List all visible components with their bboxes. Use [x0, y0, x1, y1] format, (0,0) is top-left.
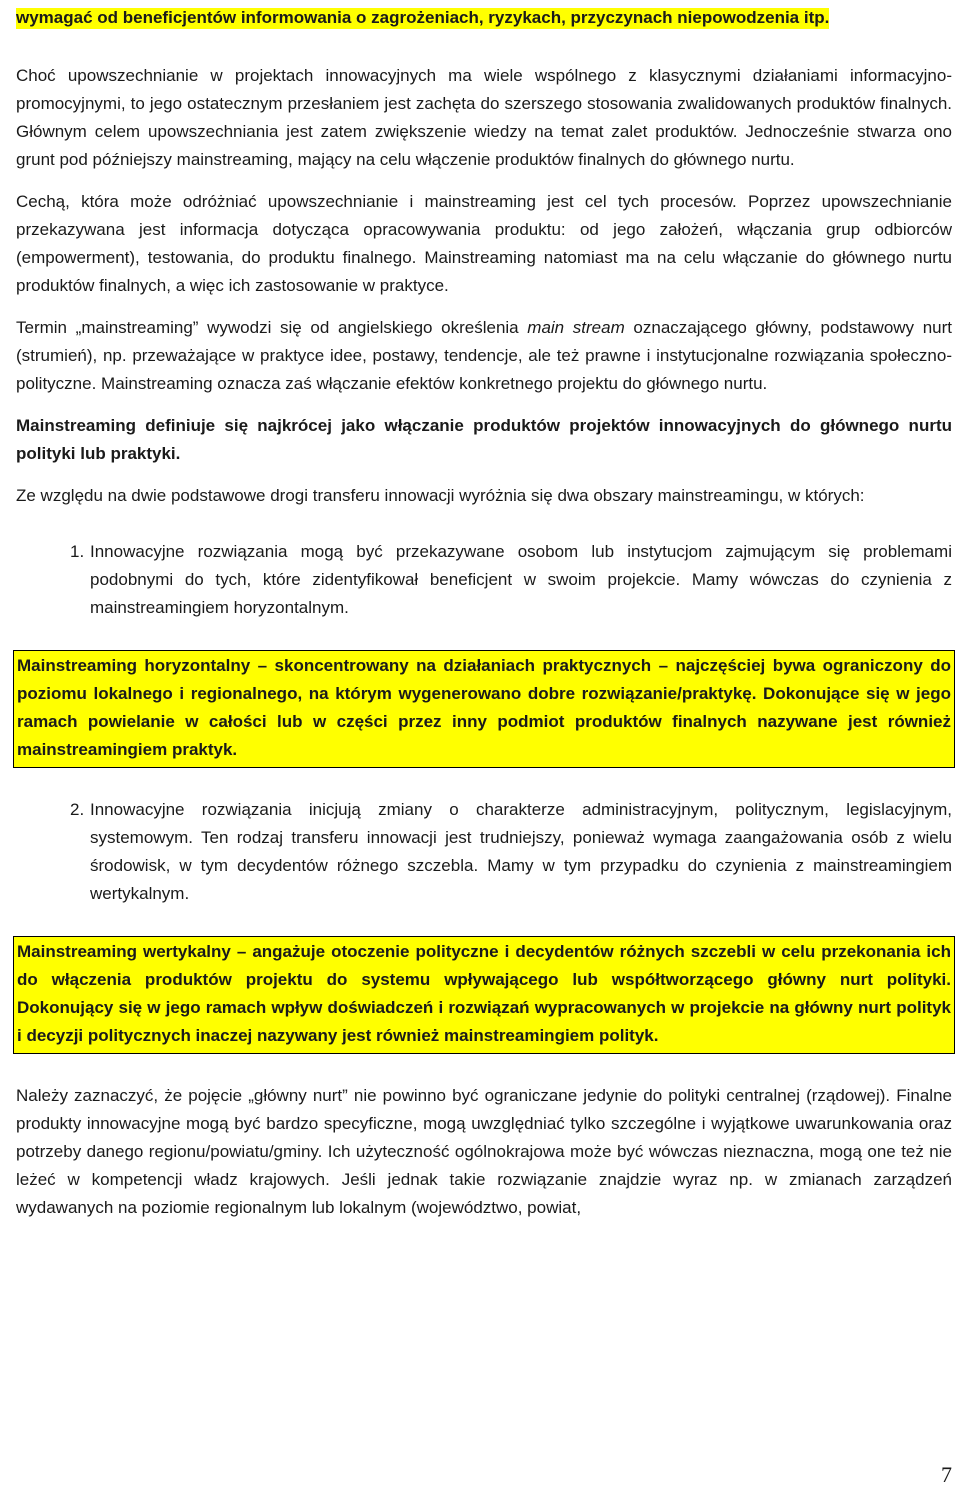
spacer [16, 32, 952, 62]
header-highlight-paragraph [16, 4, 952, 32]
term-italic: main stream [527, 318, 625, 337]
term-text-after: oznaczającego główny, podstawowy nurt (strumień), np. przeważające w praktyce idee, postawy, tendencje, ale też prawne i instytucjonalne rozwiązania społeczno-polityczne. Mainstreaming oznacza zaś włączanie efektów konkretnego projektu do głównego nurtu. [16, 318, 953, 393]
spacer [16, 1054, 952, 1082]
list-number: 2. [70, 800, 85, 819]
spacer [16, 908, 952, 922]
paragraph-dissemination-intro: Choć upowszechnianie w projektach innowacyjnych ma wiele wspólnego z klasycznymi działaniami informacyjno-promocyjnymi, to jego ostatecznym przesłaniem jest zachęta do szerszego stosowania zwalidowanych produktów finalnych. Głównym celem upowszechniania jest zatem zwiększenie wiedzy na temat zalet produktów. Jednocześnie stwarza ono grunt pod późniejszy mainstreaming, mający na celu włączenie produktów finalnych do głównego nurtu. [16, 66, 952, 169]
list-item [16, 796, 952, 908]
list-item [16, 538, 952, 622]
vertical-mainstreaming-box: Mainstreaming wertykalny – angażuje otoczenie polityczne i decydentów różnych szczebli w celu przekonania ich do włączenia produktów projektu do systemu wpływającego lub współtworzącego główny nurt polityki. Dokonujący się w jego ramach wpływ doświadczeń i rozwiązań wypracowanych w projekcie na główny nurt polityk i decyzji politycznych inaczej nazywany jest również mainstreamingiem polityk. [13, 936, 955, 1054]
list-number: 1. [70, 542, 85, 561]
spacer [16, 636, 952, 650]
paragraph-main-stream-note: Należy zaznaczyć, że pojęcie „główny nurt” nie powinno być ograniczane jedynie do polityki centralnej (rządowej). Finalne produkty innowacyjne mogą być bardzo specyficzne, mogą uwzględniać tylko szczególne i wyjątkowe uwarunkowania oraz potrzeby danego regionu/powiatu/gminy. Ich użyteczność ogólnokrajowa może być wówczas nieznaczna, mogą one też nie leżeć w kompetencji władz krajowych. Jeśli jednak takie rozwiązanie znajdzie wyraz np. w zmianach zarządzeń wydawanych na poziomie regionalnym lub lokalnym (województwo, powiat, [16, 1086, 952, 1217]
spacer [16, 922, 952, 936]
highlighted-text: wymagać od beneficjentów informowania o zagrożeniach, ryzykach, przyczynach niepowodzenia itp. [16, 8, 830, 27]
paragraph-term-definition [16, 314, 952, 398]
list-item-text: Innowacyjne rozwiązania mogą być przekazywane osobom lub instytucjom zajmującym się problemami podobnymi do tych, które zidentyfikował beneficjent w swoim projekcie. Mamy wówczas do czynienia z mainstreamingiem horyzontalnym. [90, 542, 952, 617]
spacer [16, 398, 952, 412]
horizontal-mainstreaming-box: Mainstreaming horyzontalny – skoncentrowany na działaniach praktycznych – najczęściej bywa ograniczony do poziomu lokalnego i regionalnego, na którym wygenerowano dobre rozwiązanie/praktykę. Dokonujące się w jego ramach powielanie w całości lub w części przez inny podmiot produktów finalnych nazywane jest również mainstreamingiem praktyk. [13, 650, 955, 768]
spacer [16, 768, 952, 796]
document-page [16, 4, 952, 1222]
spacer [16, 468, 952, 482]
spacer [16, 524, 952, 538]
paragraph-difference: Cechą, która może odróżniać upowszechnianie i mainstreaming jest cel tych procesów. Poprzez upowszechnianie przekazywana jest informacja dotycząca opracowywania produktu: od jego założeń, włączania grup odbiorców (empowerment), testowania, do produktu finalnego. Mainstreaming natomiast ma na celu włączanie do głównego nurtu produktów finalnych, a więc ich zastosowanie w praktyce. [16, 192, 952, 295]
term-text-before: Termin „mainstreaming” wywodzi się od angielskiego określenia [16, 318, 528, 337]
spacer [16, 300, 952, 314]
list-item-text: Innowacyjne rozwiązania inicjują zmiany o charakterze administracyjnym, politycznym, legislacyjnym, systemowym. Ten rodzaj transferu innowacji jest trudniejszy, ponieważ wymaga zaangażowania osób z wielu środowisk, w tym decydentów różnego szczebla. Mamy w tym przypadku do czynienia z mainstreamingiem wertykalnym. [90, 800, 952, 903]
paragraph-transfer-areas: Ze względu na dwie podstawowe drogi transferu innowacji wyróżnia się dwa obszary mainstreamingu, w których: [16, 486, 865, 505]
spacer [16, 174, 952, 188]
page-number: 7 [941, 1462, 952, 1487]
spacer [16, 622, 952, 636]
spacer [16, 510, 952, 524]
paragraph-bold-definition: Mainstreaming definiuje się najkrócej jako włączanie produktów projektów innowacyjnych do głównego nurtu polityki lub praktyki. [16, 416, 952, 463]
